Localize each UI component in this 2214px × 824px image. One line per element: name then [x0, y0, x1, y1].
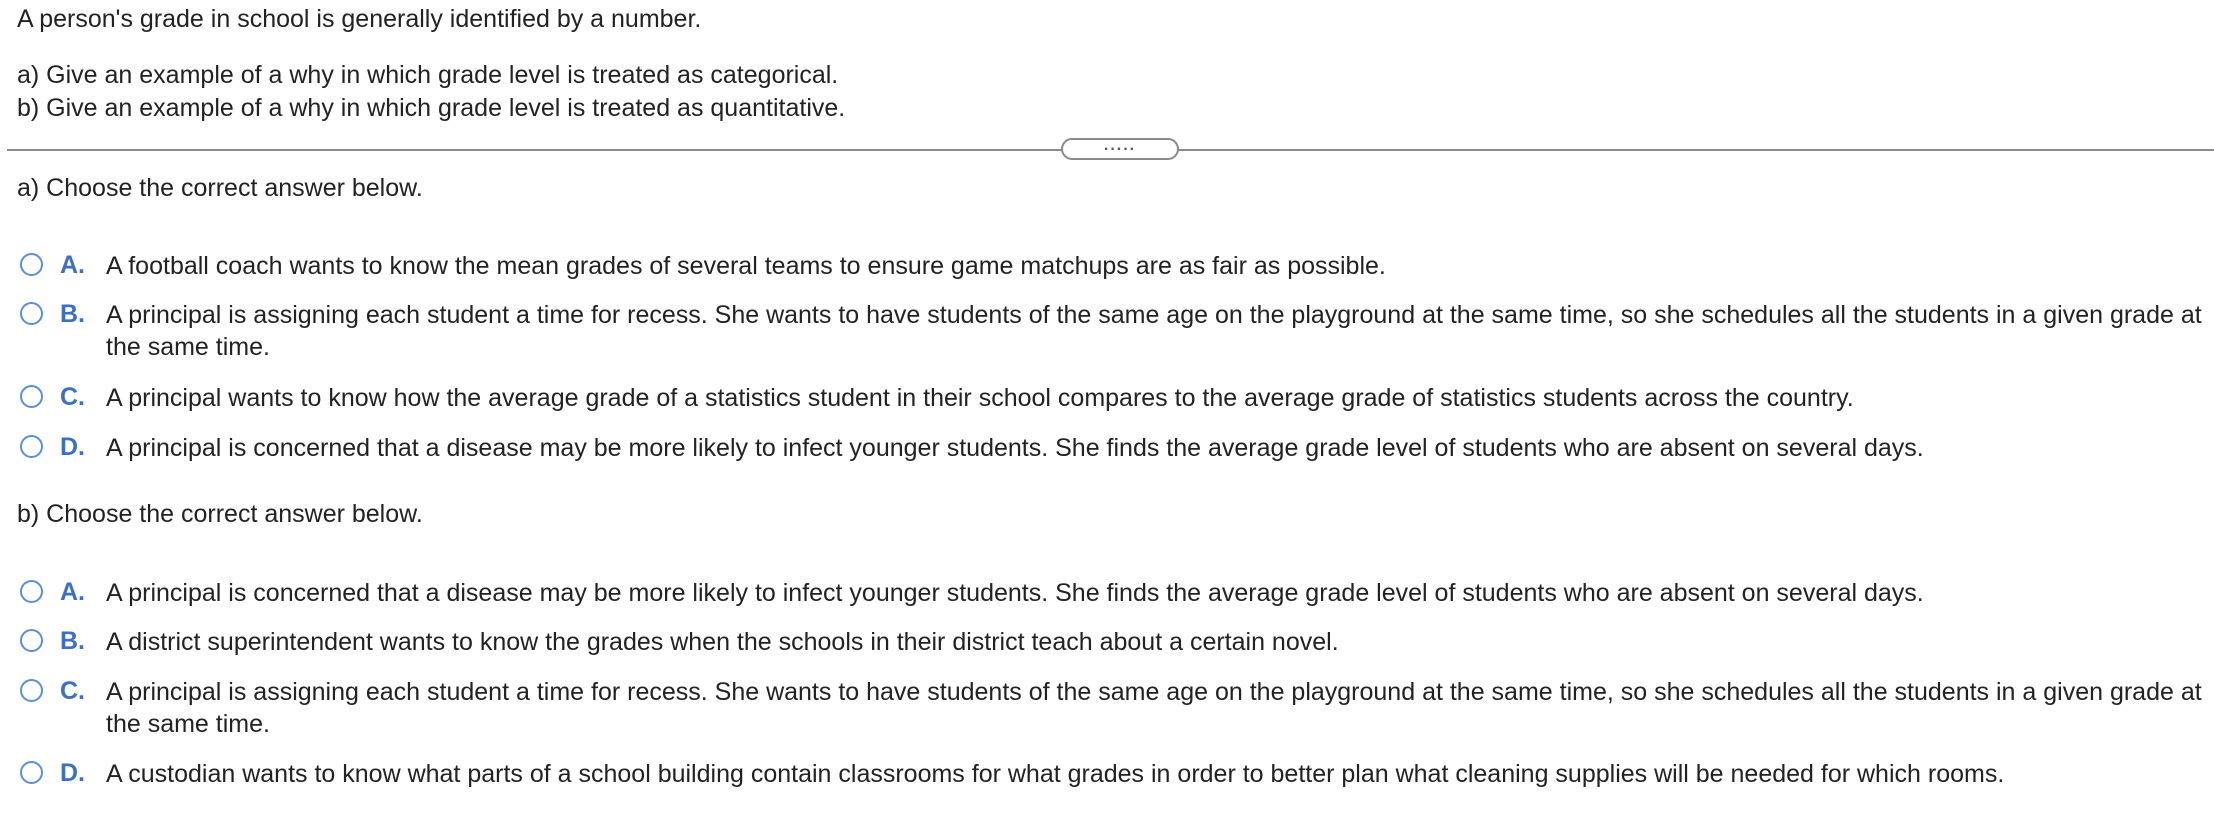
option-text: A district superintendent wants to know the grades when the schools in their district teach about a certain novel.	[106, 628, 1339, 656]
radio-button[interactable]	[20, 761, 43, 784]
option-text: A custodian wants to know what parts of a school building contain classrooms for what grades in order to better plan what cleaning supplies will be needed for which rooms.	[106, 760, 2005, 788]
radio-button[interactable]	[20, 629, 43, 652]
question-part-b: b) Give an example of a why in which grade level is treated as quantitative.	[17, 94, 846, 122]
radio-button[interactable]	[20, 435, 43, 458]
option-text: A principal is assigning each student a time for recess. She wants to have students of the same age on the playground at the same time, so she schedules all the students in a given grade at the same time.	[106, 301, 2202, 361]
radio-button[interactable]	[20, 302, 43, 325]
option-text: A principal is assigning each student a time for recess. She wants to have students of the same age on the playground at the same time, so she schedules all the students in a given grade at the same time.	[106, 678, 2202, 738]
option-text: A principal is concerned that a disease may be more likely to infect younger students. She finds the average grade level of students who are absent on several days.	[106, 434, 1924, 462]
option-letter: D.	[60, 759, 85, 787]
radio-button[interactable]	[20, 679, 43, 702]
option-letter: C.	[60, 383, 85, 411]
option-text: A principal is concerned that a disease may be more likely to infect younger students. She finds the average grade level of students who are absent on several days.	[106, 579, 1924, 607]
option-letter: B.	[60, 300, 85, 328]
question-part-a: a) Give an example of a why in which grade level is treated as categorical.	[17, 61, 839, 89]
question-intro: A person's grade in school is generally identified by a number.	[17, 5, 702, 33]
section-b-label: b) Choose the correct answer below.	[17, 500, 423, 528]
radio-button[interactable]	[20, 385, 43, 408]
radio-button[interactable]	[20, 580, 43, 603]
radio-button[interactable]	[20, 253, 43, 276]
option-letter: B.	[60, 627, 85, 655]
option-text: A principal wants to know how the average grade of a statistics student in their school compares to the average grade of statistics students across the country.	[106, 384, 1854, 412]
section-a-label: a) Choose the correct answer below.	[17, 174, 423, 202]
option-text: A football coach wants to know the mean grades of several teams to ensure game matchups are as fair as possible.	[106, 252, 1386, 280]
option-letter: D.	[60, 433, 85, 461]
divider-expand-handle[interactable]	[1061, 138, 1179, 160]
more-dots-icon: .....	[1103, 137, 1137, 154]
option-letter: C.	[60, 677, 85, 705]
option-letter: A.	[60, 578, 85, 606]
option-letter: A.	[60, 251, 85, 279]
